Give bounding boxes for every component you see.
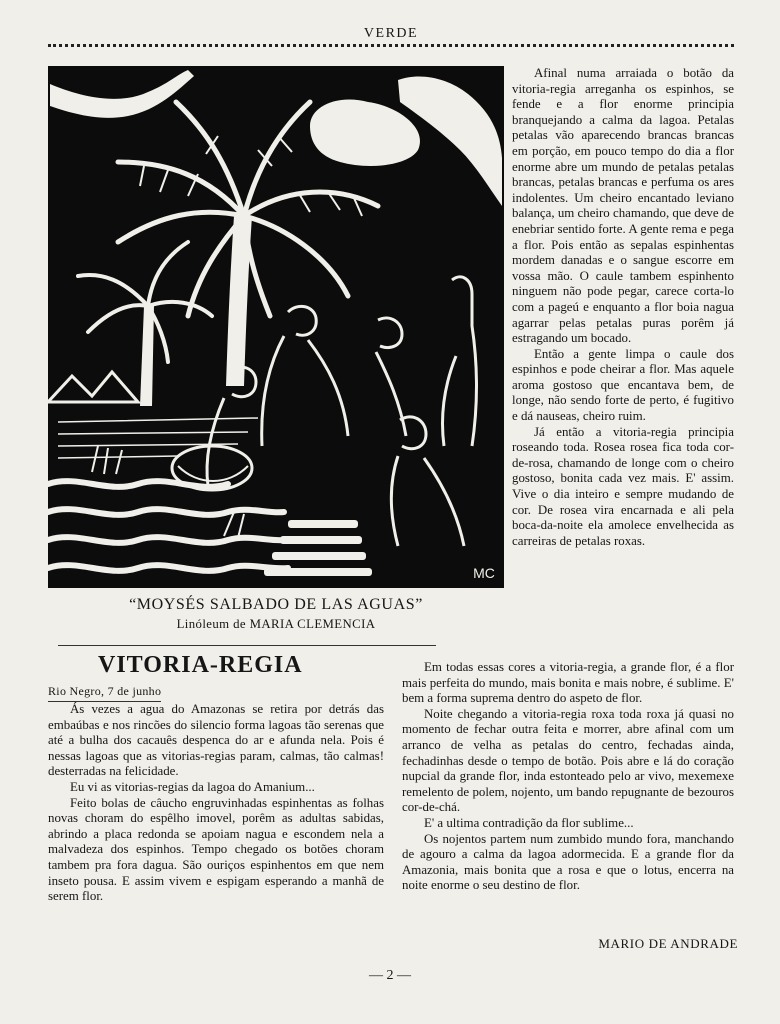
header-dotted-rule: [48, 44, 734, 47]
paragraph: Eu vi as vitorias-regias da lagoa do Amanium...: [70, 779, 315, 794]
illustration-caption: [48, 596, 504, 632]
paragraph: Já então a vitoria-regia principia roseando toda. Rosea rosea fica toda cor-de-rosa, chamando de longe com o cheiro gostoso, bonita cada vez mais. E' assim. Vive o dia inteiro e sempre mudando de cor. De rosea vira encarnada e ali pela boca-da-noite ela amolece envelhecida as carreiras de petalas roxas.: [512, 424, 734, 548]
dateline: Rio Negro, 7 de junho: [48, 684, 161, 702]
caption-title: “MOYSÉS SALBADO DE LAS AGUAS”: [129, 596, 423, 613]
paragraph: Noite chegando a vitoria-regia roxa toda roxa já quasi no momento de fechar outra feita e morrer, abre afinal com um arranco de velha as petalas do centro, fechadas ainda, fechadinhas desde o tempo de botão. Pois abre e lá do coração nupcial da grande flor, inda estonteado pelo ar vivo, mexemexe remelento de polem, nojento, um bando repugnante de bezouros cor-de-chá.: [402, 706, 734, 815]
author-signature: MARIO DE ANDRADE: [598, 936, 738, 951]
article-title: VITORIA-REGIA: [98, 652, 303, 678]
caption-credit: Linóleum de MARIA CLEMENCIA: [176, 617, 376, 631]
right-column-top: [512, 66, 734, 549]
linocut-river-scene-icon: [48, 66, 504, 588]
section-rule: [58, 645, 436, 646]
left-column: [48, 702, 384, 905]
paragraph: Feito bolas de câucho engruvinhadas espinhentas as folhas novas choram do espêlho imovel, porêm as adultas sabidas, abrindo a placa redonda se apoiam nagua e escondem nela a malvadeza dos espinhos. Tempo chegado os botões choram tambem pra fora dagua. São ouriços espinhentos em que nem inseto pousa. E assim vivem e espigam esperando a manhã de serem flor.: [48, 795, 384, 904]
paragraph: Os nojentos partem num zumbido mundo fora, manchando de agouro a calma da lagoa adormecida. E a grande flor da Amazonia, mais bonita que a rosa e que o lotus, encerra na noite enorme o seu destino de flor.: [402, 831, 734, 893]
paragraph: Em todas essas cores a vitoria-regia, a grande flor, é a flor mais perfeita do mundo, mais bonita e mais nobre, é sublime. E' bem a forma suprema dentro do aspeto de flor.: [402, 660, 734, 706]
paragraph: E' a ultima contradição da flor sublime...: [424, 815, 634, 830]
page-number: — 2 —: [369, 968, 411, 983]
paragraph: Então a gente limpa o caule dos espinhos e pode cheirar a flor. Mas aquele aroma gostoso que encantava bem, de longe, não sendo forte de perto, é fugitivo e dá nauseas, cheiro ruim.: [512, 346, 734, 424]
paragraph: Ás vezes a agua do Amazonas se retira por detrás das embaúbas e nos rincões do silencio forma lagoas tão serenas que até a bulha dos cacauês despenca do ar e afunda nela. Pois é nessas lagoas que as vitorias-regias param, calmas, tão calmas! desterradas na felicidade.: [48, 702, 384, 779]
running-head: VERDE: [363, 26, 419, 41]
artist-monogram: MC: [473, 565, 495, 581]
right-column-bottom: [402, 660, 734, 894]
paragraph: Afinal numa arraiada o botão da vitoria-regia arreganha os espinhos, se fende e a flor enorme principia branquejando a calma da lagoa. Petalas petalas vão aparecendo brancas brancas em porção, em pouco tempo do dia a flor enorme abre um mundo de petalas petalas brancas, petalas brancas e perfuma os ares indolentes. Um cheiro encantado leviano balança, um cheiro chamando, que deve de enebriar sentido forte. A gente rema e pega a flor. Pois então as sepalas espinhentas mordem danadas e o sangue escorre em vossa mão. O caule tambem espinhento ninguem não pode pegar, carece corta-lo com a pageú e enquanto a flor boia nagua agarrar pelas petalas puras porêm já estragando um bocado.: [512, 66, 734, 346]
linocut-illustration: [48, 66, 504, 588]
